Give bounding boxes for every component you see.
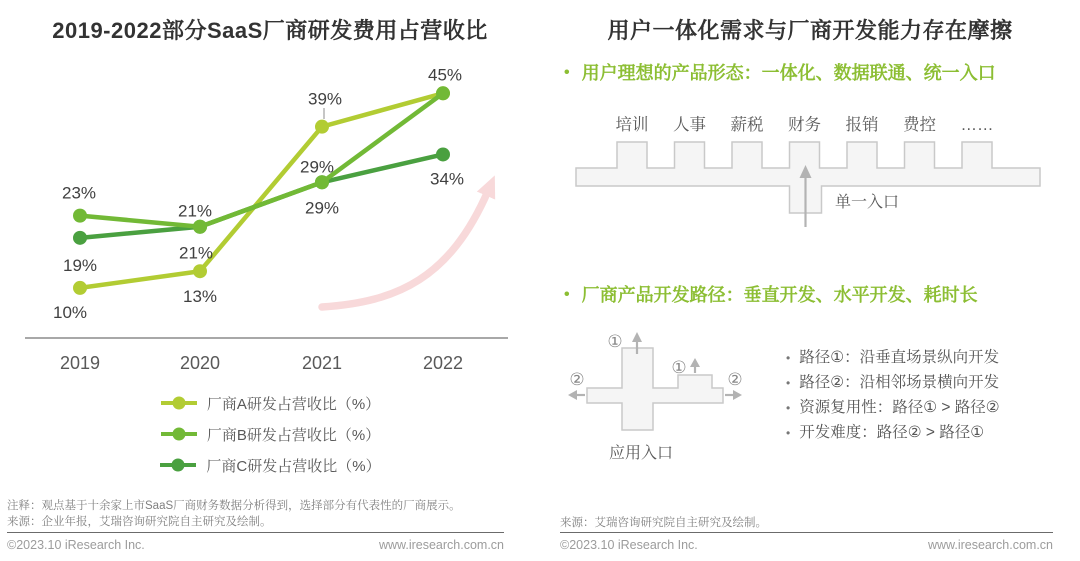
single-entry-label: 单一入口	[835, 194, 900, 211]
left-footnotes	[7, 498, 531, 530]
data-label: 19%	[62, 255, 98, 275]
x-tick-label: 2021	[301, 353, 343, 373]
data-point-s1	[73, 209, 87, 223]
module-label-finance: 财务	[788, 116, 821, 134]
left-footer-divider	[7, 532, 504, 533]
legend-item-vendor-b	[160, 421, 380, 447]
step-arrow-head	[690, 358, 700, 367]
list-item	[786, 374, 1000, 392]
bullet-dot: •	[564, 286, 570, 303]
chart-legend	[0, 390, 540, 478]
path1-marker: ①	[671, 358, 687, 377]
module-label-more: ……	[960, 116, 994, 134]
right-diagram-panel	[540, 0, 1080, 561]
data-label: 34%	[429, 169, 465, 189]
path-notes-list	[786, 349, 1000, 442]
x-tick-label: 2019	[59, 353, 101, 373]
list-bullet: •	[786, 351, 791, 365]
data-label: 29%	[299, 157, 335, 177]
legend-label: 厂商B研发占营收比（%）	[206, 426, 381, 444]
list-bullet: •	[786, 376, 791, 390]
bullet-text: 用户理想的产品形态：一体化、数据联通、统一入口	[581, 63, 996, 83]
list-text: 路径②：沿相邻场景横向开发	[799, 374, 1000, 391]
bullet-user-ideal	[564, 61, 996, 85]
data-label: 21%	[177, 201, 213, 221]
bullet-dot: •	[564, 64, 570, 81]
right-source-line: 来源：艾瑞咨询研究院自主研究及绘制。	[560, 517, 767, 529]
source-line: 来源：企业年报，艾瑞咨询研究院自主研究及绘制。	[7, 516, 272, 528]
data-point-s1	[193, 220, 207, 234]
series-line-1	[80, 93, 443, 226]
right-arrow-head	[733, 390, 742, 400]
research-expense-line-chart	[0, 53, 540, 383]
legend-marker-line-dot	[160, 396, 198, 410]
data-label: 45%	[427, 65, 463, 85]
list-bullet: •	[786, 426, 791, 440]
data-label: 13%	[182, 287, 218, 307]
dev-path-cross-diagram	[555, 328, 805, 473]
legend-label: 厂商A研发占营收比（%）	[206, 395, 381, 413]
note-line: 注释：观点基于十余家上市SaaS厂商财务数据分析得到，选择部分有代表性的厂商展示。	[7, 500, 461, 512]
list-item	[786, 399, 1000, 417]
trend-arrow	[322, 191, 488, 307]
data-label: 10%	[52, 302, 88, 322]
path2-marker: ②	[727, 370, 743, 389]
data-label: 29%	[304, 198, 340, 218]
path2-marker: ②	[569, 370, 585, 389]
data-point-s0	[315, 120, 329, 134]
legend-label: 厂商C研发占营收比（%）	[206, 457, 381, 475]
list-text: 路径①：沿垂直场景纵向开发	[799, 349, 1000, 366]
up-arrow-head	[632, 332, 642, 342]
x-tick-label: 2020	[179, 353, 221, 373]
copyright-text: ©2023.10 iResearch Inc.	[560, 538, 698, 552]
list-text: 资源复用性：路径① > 路径②	[799, 399, 1000, 416]
left-footer-bar	[7, 538, 504, 552]
data-point-s2	[436, 147, 450, 161]
legend-marker-line-dot	[159, 458, 197, 472]
bullet-dev-path	[564, 283, 978, 307]
data-point-s1	[436, 86, 450, 100]
cross-shape	[587, 348, 723, 430]
list-item	[786, 424, 1000, 442]
left-chart-title: 2019-2022部分SaaS厂商研发费用占营收比	[52, 18, 488, 43]
list-bullet: •	[786, 401, 791, 415]
path1-marker: ①	[607, 332, 623, 351]
module-label-hr: 人事	[673, 116, 706, 134]
series-line-0	[80, 93, 443, 288]
data-point-s1	[315, 175, 329, 189]
legend-marker-line-dot	[160, 427, 198, 441]
website-text: www.iresearch.com.cn	[378, 538, 504, 552]
data-point-s0	[73, 281, 87, 295]
bullet-text: 厂商产品开发路径：垂直开发、水平开发、耗时长	[581, 285, 978, 305]
module-label-training: 培训	[615, 116, 649, 134]
left-arrow-head	[568, 390, 577, 400]
right-title: 用户一体化需求与厂商开发能力存在摩擦	[607, 18, 1013, 43]
app-entry-label: 应用入口	[608, 445, 674, 462]
data-point-s2	[73, 231, 87, 245]
module-label-payroll: 薪税	[730, 116, 764, 134]
data-label: 39%	[307, 89, 343, 109]
right-footer-divider	[560, 532, 1053, 533]
legend-item-vendor-a	[160, 390, 380, 416]
x-tick-label: 2022	[422, 353, 464, 373]
data-label: 23%	[61, 183, 97, 203]
unified-entry-comb-diagram	[540, 108, 1080, 258]
list-item	[786, 349, 1000, 367]
module-label-reimburse: 报销	[845, 116, 879, 134]
list-text: 开发难度：路径② > 路径①	[799, 424, 985, 441]
data-label: 21%	[178, 243, 214, 263]
right-footer-bar	[560, 538, 1053, 552]
module-label-expense: 费控	[903, 116, 936, 134]
legend-item-vendor-c	[159, 452, 380, 478]
data-point-s0	[193, 264, 207, 278]
copyright-text: ©2023.10 iResearch Inc.	[7, 538, 145, 552]
website-text: www.iresearch.com.cn	[927, 538, 1053, 552]
